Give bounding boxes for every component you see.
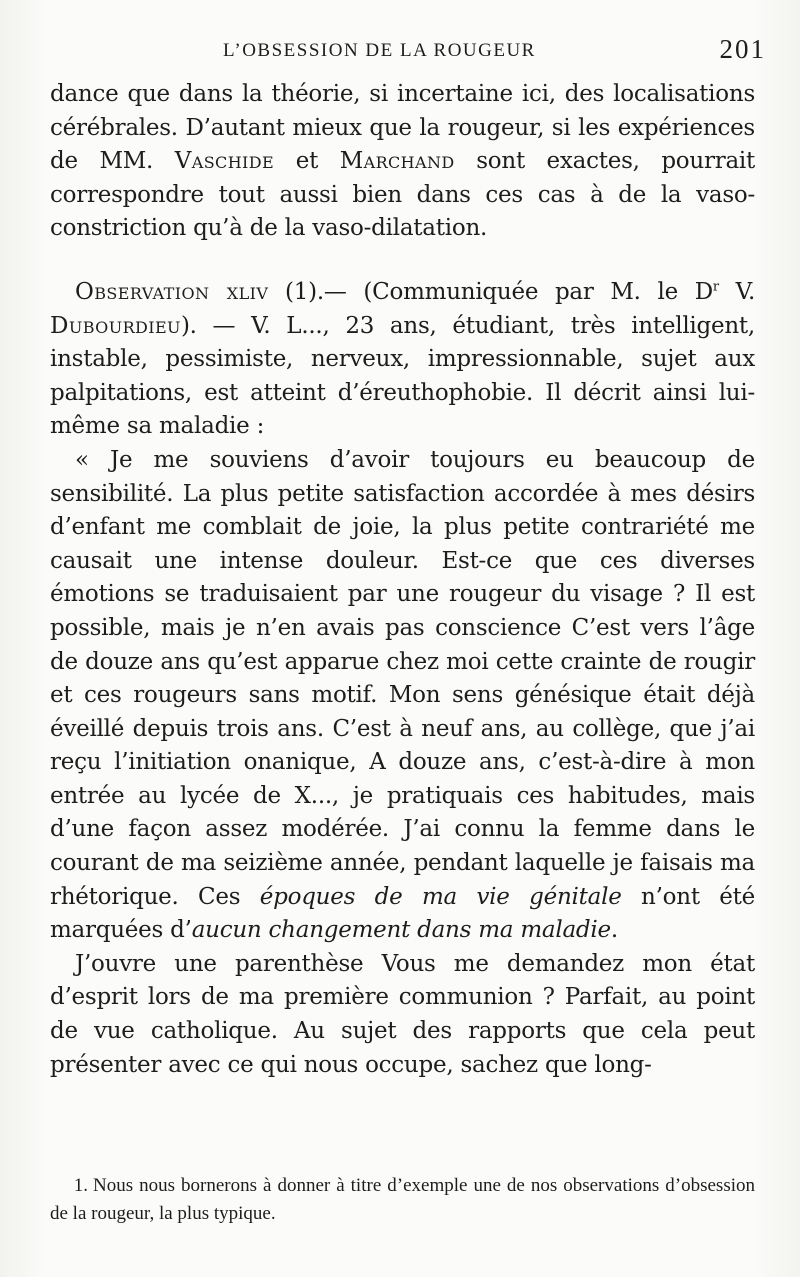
footnote-number: 1. — [73, 1175, 88, 1196]
footnote — [50, 1172, 755, 1228]
footnote-reference: (1).— (Communiquée par M. le D — [268, 278, 713, 305]
body-text — [50, 78, 755, 1082]
quote-paragraph-2: J’ouvre une parenthèse Vous me demandez mon état d’esprit lors de ma première communion ? Parfait, au point de vue catholique. Au sujet des rapports que cela peut présenter avec ce qui nous occupe, sachez que long- — [50, 950, 755, 1078]
observation-label: Observation xliv — [75, 278, 269, 305]
paragraph-continuation: dance que dans la théorie, si incertaine ici, des localisations cérébrales. D’autant mieux que la rougeur, si les expériences de MM. Vaschide et Marchand sont exactes, pourrait correspondre tout aussi bien dans ces cas à de la vaso-constriction qu’à de la vaso-dilatation. — [50, 81, 756, 242]
footnote-text: Nous nous bornerons à donner à titre d’exemple une de nos observations d’obsession de la rougeur, la plus typique. — [50, 1175, 755, 1224]
author-name-vaschide: Vaschide — [174, 148, 275, 175]
running-title: L’OBSESSION DE LA ROUGEUR — [223, 40, 536, 61]
doctor-name: Dubourdieu — [50, 312, 181, 339]
page-number: 201 — [719, 34, 766, 64]
running-head — [48, 34, 766, 66]
quote-paragraph: « Je me souviens d’avoir toujours eu beaucoup de sensibilité. La plus petite satisfaction accordée à mes désirs d’enfant me comblait de joie, la plus petite contrariété me causait une intense douleur. Est-ce que ces diverses émotions se traduisaient par une rougeur du visage ? Il est possible, mais je n’en avais pas conscience C’est vers l’âge de douze ans qu’est apparue chez moi cette crainte de rougir et ces rougeurs sans motif. Mon sens génésique était déjà éveillé depuis trois ans. C’est à neuf ans, au collège, que j’ai reçu l’initiation onanique, A douze ans, c’est-à-dire à mon entrée au lycée de X..., je pratiquais ces habitudes, mais d’une façon assez modérée. J’ai connu la femme dans le courant de ma seizième année, pendant laquelle je faisais ma rhétorique. Ces époques de ma vie génitale n’ont été marquées d’aucun changement dans ma maladie. — [50, 446, 756, 944]
observation-paragraph: Observation xliv (1).— (Communiquée par M. le $D^r$ V. Dubourdieu). — V. L..., 23 ans, étudiant, très intelligent, instable, pessimiste, nerveux, impressionnable, sujet aux palpitations, est atteint d’éreuthophobie. Il décrit ainsi lui-même sa maladie : — [50, 278, 756, 440]
author-name-marchand: Marchand — [339, 148, 455, 175]
